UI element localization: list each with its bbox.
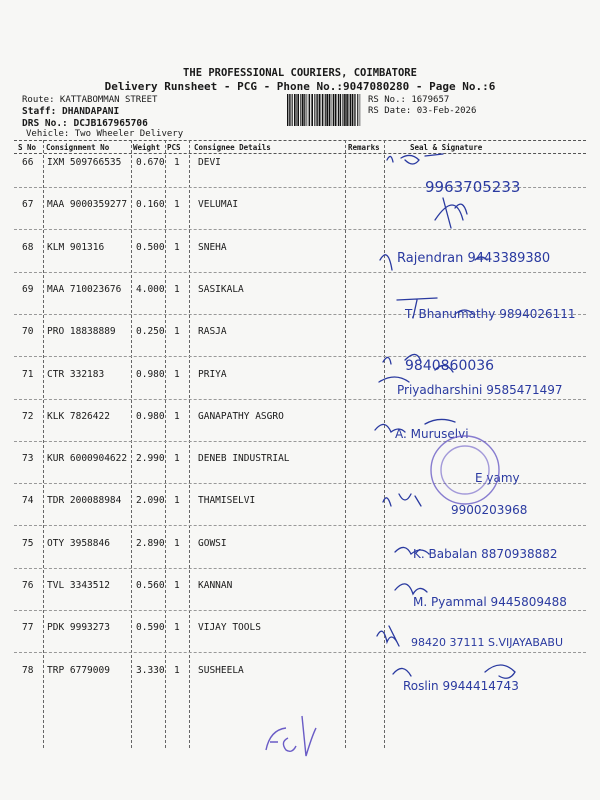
barcode-bar <box>325 94 326 126</box>
barcode-bar <box>329 94 331 126</box>
row-weight: 0.160 <box>136 199 165 210</box>
col-header-consignee: Consignee Details <box>194 143 271 152</box>
barcode-bar <box>306 94 307 126</box>
col-divider <box>131 140 132 748</box>
barcode-bar <box>357 94 358 126</box>
row-pcs: 1 <box>174 157 180 168</box>
row-consignee: SUSHEELA <box>198 665 244 676</box>
barcode-bar <box>316 94 317 126</box>
barcode-bar <box>296 94 297 126</box>
row-pcs: 1 <box>174 411 180 422</box>
barcode-bar <box>317 94 318 126</box>
barcode-bar <box>287 94 288 126</box>
col-divider <box>345 140 346 748</box>
row-pcs: 1 <box>174 284 180 295</box>
staff-label: Staff: DHANDAPANI <box>22 106 120 117</box>
row-consignment-no: CTR 332183 <box>47 369 105 380</box>
row-consignment-no: TDR 200088984 <box>47 495 122 506</box>
barcode-bar <box>304 94 305 126</box>
barcode-bar <box>311 94 313 126</box>
row-weight: 2.990 <box>136 453 165 464</box>
barcode-bar <box>350 94 352 126</box>
barcode-bar <box>344 94 346 126</box>
barcode-bar <box>326 94 328 126</box>
row-pcs: 1 <box>174 580 180 591</box>
barcode-bar <box>302 94 304 126</box>
col-header-seal: Seal & Signature <box>410 143 483 152</box>
row-consignment-no: MAA 9000359277 <box>47 199 128 210</box>
row-pcs: 1 <box>174 622 180 633</box>
signature-text: Priyadharshini 9585471497 <box>397 383 563 397</box>
col-header-sno: S No <box>18 143 37 152</box>
row-sno: 68 <box>22 242 34 253</box>
signature-text: Roslin 9944414743 <box>403 679 519 693</box>
row-sno: 66 <box>22 157 34 168</box>
signature-text: K. Babalan 8870938882 <box>413 547 558 561</box>
row-pcs: 1 <box>174 453 180 464</box>
row-sno: 78 <box>22 665 34 676</box>
runsheet-subtitle: Delivery Runsheet - PCG - Phone No.:9047080280 - Page No.:6 <box>104 80 496 93</box>
barcode-bar <box>331 94 332 126</box>
barcode-bar <box>340 94 341 126</box>
barcode-bar <box>322 94 324 126</box>
row-pcs: 1 <box>174 242 180 253</box>
row-consignee: KANNAN <box>198 580 233 591</box>
row-consignee: GOWSI <box>198 538 227 549</box>
row-pcs: 1 <box>174 199 180 210</box>
signature-text: 9963705233 <box>425 178 521 196</box>
barcode-bar <box>342 94 343 126</box>
barcode-bar <box>300 94 301 126</box>
row-consignment-no: OTY 3958846 <box>47 538 110 549</box>
row-consignment-no: TVL 3343512 <box>47 580 110 591</box>
row-weight: 0.980 <box>136 411 165 422</box>
row-consignment-no: IXM 509766535 <box>47 157 122 168</box>
row-sno: 71 <box>22 369 34 380</box>
barcode-bar <box>309 94 310 126</box>
row-weight: 4.000 <box>136 284 165 295</box>
barcode-bar <box>360 94 361 126</box>
barcode-bar <box>297 94 299 126</box>
row-weight: 2.090 <box>136 495 165 506</box>
header-top-rule <box>14 140 586 141</box>
fc-stamp-mark <box>258 698 318 768</box>
row-pcs: 1 <box>174 326 180 337</box>
row-consignment-no: KUR 6000904622 <box>47 453 128 464</box>
row-pcs: 1 <box>174 665 180 676</box>
row-consignment-no: PDK 9993273 <box>47 622 110 633</box>
signature-text: T. Bhanumathy 9894026111 <box>405 307 576 321</box>
signature-text: 98420 37111 S.VIJAYABABU <box>411 636 564 649</box>
drs-label: DRS No.: DCJB167965706 <box>22 118 148 129</box>
vehicle-label: Vehicle: Two Wheeler Delivery <box>26 129 184 139</box>
signature-text: E yamy <box>475 471 520 485</box>
barcode-image <box>286 94 362 126</box>
signature-text: 9900203968 <box>451 503 528 517</box>
barcode-bar <box>333 94 335 126</box>
col-header-pcs: PCS <box>167 143 181 152</box>
col-header-weight: Weight <box>133 143 161 152</box>
row-sno: 75 <box>22 538 34 549</box>
barcode-bar <box>335 94 337 126</box>
rs-date-label: RS Date: 03-Feb-2026 <box>368 106 477 116</box>
barcode-bar <box>290 94 291 126</box>
signature-text: 9840860036 <box>405 358 495 374</box>
row-sno: 67 <box>22 199 34 210</box>
row-pcs: 1 <box>174 495 180 506</box>
barcode-bar <box>292 94 293 126</box>
barcode-bar <box>308 94 309 126</box>
row-sno: 69 <box>22 284 34 295</box>
row-consignment-no: TRP 6779009 <box>47 665 110 676</box>
signature-text: A. Muruselvi <box>395 427 469 441</box>
row-pcs: 1 <box>174 538 180 549</box>
signature-text: M. Pyammal 9445809488 <box>413 595 567 609</box>
row-consignment-no: KLM 901316 <box>47 242 105 253</box>
barcode-bar <box>355 94 356 126</box>
barcode-bar <box>289 94 290 126</box>
company-seal-stamp <box>431 436 499 504</box>
row-consignee: PRIYA <box>198 369 227 380</box>
rs-no-label: RS No.: 1679657 <box>368 95 450 105</box>
row-weight: 2.890 <box>136 538 165 549</box>
barcode-bar <box>352 94 353 126</box>
col-header-remarks: Remarks <box>348 143 380 152</box>
company-title: THE PROFESSIONAL COURIERS, COIMBATORE <box>183 67 417 79</box>
row-consignment-no: MAA 710023676 <box>47 284 122 295</box>
row-weight: 0.250 <box>136 326 165 337</box>
signature-text: Rajendran 9443389380 <box>397 251 551 266</box>
row-sno: 77 <box>22 622 34 633</box>
barcode-bar <box>319 94 321 126</box>
row-sno: 76 <box>22 580 34 591</box>
col-divider <box>165 140 166 748</box>
row-weight: 0.670 <box>136 157 165 168</box>
col-header-consignment: Consignment No <box>46 143 110 152</box>
row-sno: 72 <box>22 411 34 422</box>
row-consignee: VELUMAI <box>198 199 239 210</box>
row-consignment-no: KLK 7826422 <box>47 411 110 422</box>
barcode-bar <box>294 94 296 126</box>
barcode-bar <box>338 94 340 126</box>
row-weight: 3.330 <box>136 665 165 676</box>
row-weight: 0.590 <box>136 622 165 633</box>
row-weight: 0.500 <box>136 242 165 253</box>
row-consignee: DEVI <box>198 157 221 168</box>
row-sno: 73 <box>22 453 34 464</box>
barcode-bar <box>346 94 348 126</box>
row-consignee: SNEHA <box>198 242 227 253</box>
row-consignee: SASIKALA <box>198 284 244 295</box>
col-divider <box>43 140 44 748</box>
row-weight: 0.980 <box>136 369 165 380</box>
row-consignee: DENEB INDUSTRIAL <box>198 453 290 464</box>
row-pcs: 1 <box>174 369 180 380</box>
row-sno: 74 <box>22 495 34 506</box>
row-weight: 0.560 <box>136 580 165 591</box>
barcode-bar <box>314 94 315 126</box>
barcode-bar <box>354 94 355 126</box>
row-consignee: GANAPATHY ASGRO <box>198 411 284 422</box>
barcode-bar <box>349 94 350 126</box>
signatures-area <box>365 150 595 730</box>
row-consignee: VIJAY TOOLS <box>198 622 261 633</box>
row-sno: 70 <box>22 326 34 337</box>
col-divider <box>189 140 190 748</box>
route-label: Route: KATTABOMMAN STREET <box>22 95 158 105</box>
row-consignment-no: PRO 18838889 <box>47 326 116 337</box>
row-consignee: THAMISELVI <box>198 495 256 506</box>
row-consignee: RASJA <box>198 326 227 337</box>
